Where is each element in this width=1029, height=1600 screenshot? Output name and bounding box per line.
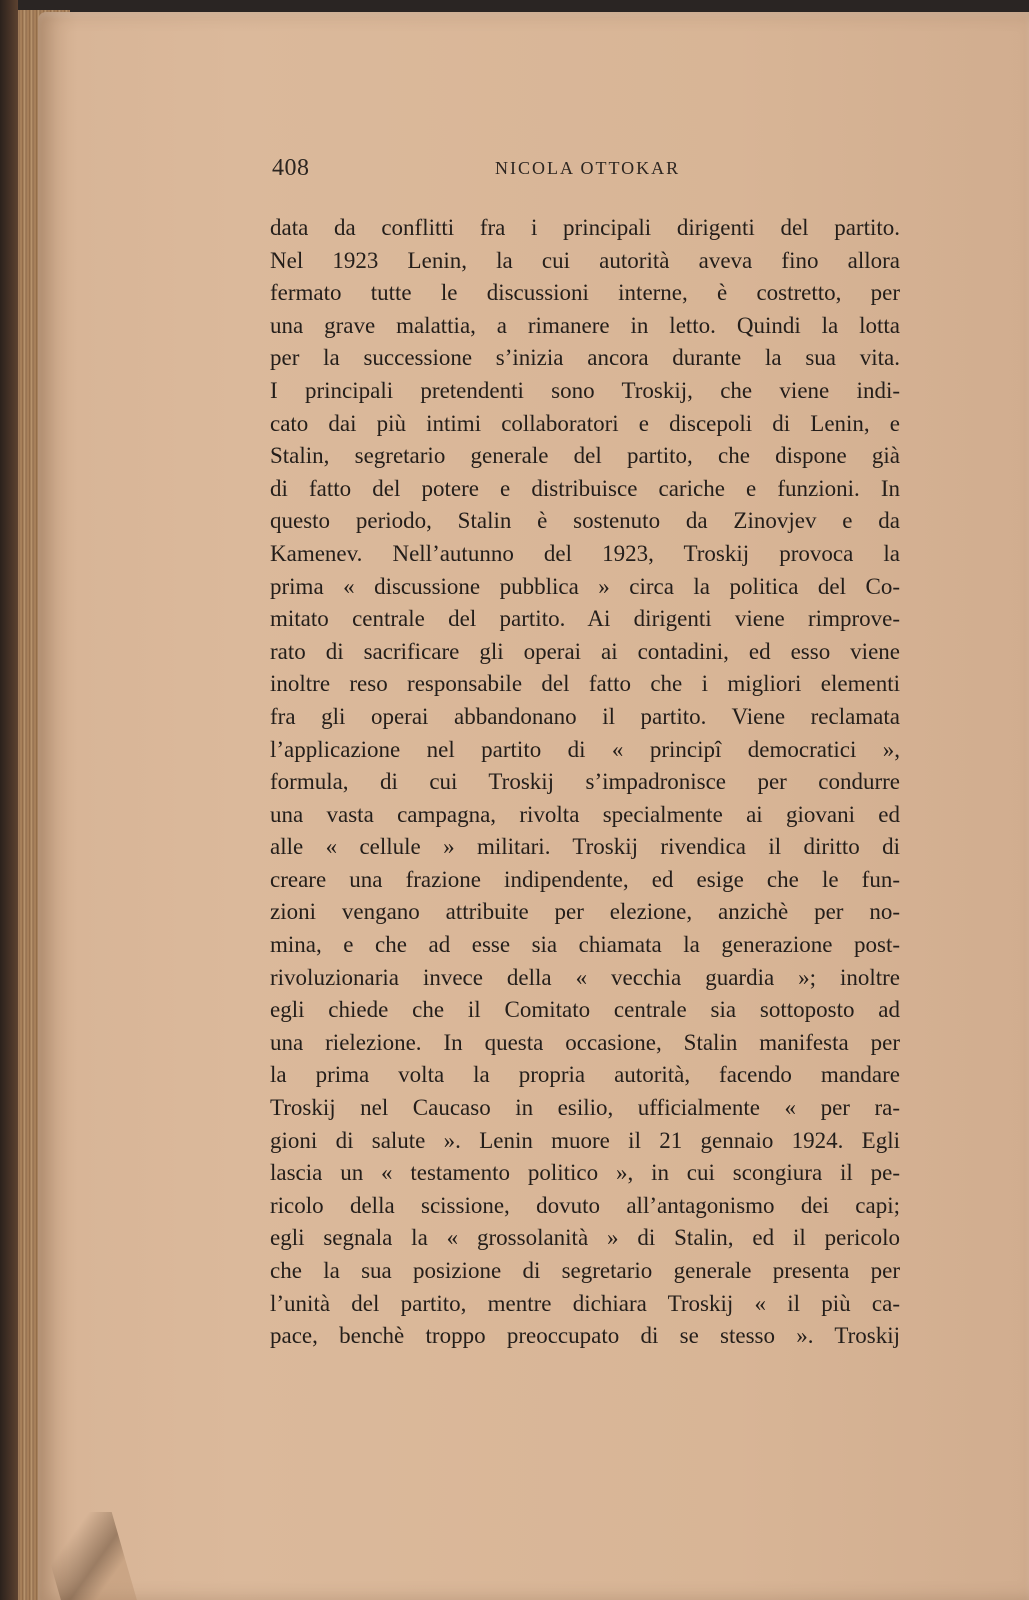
text-line: una vasta campagna, rivolta specialmente ai giovani ed xyxy=(270,801,900,827)
text-line: Stalin, segretario generale del partito, che dispone già xyxy=(270,443,900,469)
text-line: gioni di salute ». Lenin muore il 21 gennaio 1924. Egli xyxy=(270,1127,900,1153)
text-line: inoltre reso responsabile del fatto che i migliori elementi xyxy=(270,671,900,697)
text-line: fra gli operai abbandonano il partito. Viene reclamata xyxy=(270,703,900,729)
body-text xyxy=(270,212,900,1353)
page-corner-fold xyxy=(36,1512,141,1600)
text-line: creare una frazione indipendente, ed esige che le fun- xyxy=(270,866,900,892)
text-line: data da conflitti fra i principali dirigenti del partito. xyxy=(270,215,900,240)
text-line: prima « discussione pubblica » circa la politica del Co- xyxy=(270,573,900,599)
text-line: mina, e che ad esse sia chiamata la generazione post- xyxy=(270,932,900,958)
text-line: alle « cellule » militari. Troskij rivendica il diritto di xyxy=(270,834,900,860)
text-line: per la successione s’inizia ancora durante la sua vita. xyxy=(270,345,900,371)
text-line: rivoluzionaria invece della « vecchia guardia »; inoltre xyxy=(270,964,900,990)
text-line: egli chiede che il Comitato centrale sia sottoposto ad xyxy=(270,997,900,1023)
text-line: zioni vengano attribuite per elezione, anzichè per no- xyxy=(270,899,900,925)
text-line: formula, di cui Troskij s’impadronisce per condurre xyxy=(270,769,900,795)
page-header xyxy=(272,155,892,189)
text-line: ricolo della scissione, dovuto all’antagonismo dei capi; xyxy=(270,1192,900,1218)
text-line: una rielezione. In questa occasione, Stalin manifesta per xyxy=(270,1029,900,1055)
text-line: I principali pretendenti sono Troskij, che viene indi- xyxy=(270,377,900,403)
text-line: questo periodo, Stalin è sostenuto da Zinovjev e da xyxy=(270,508,900,534)
page-number: 408 xyxy=(272,155,310,181)
text-line: rato di sacrificare gli operai ai contadini, ed esso viene xyxy=(270,638,900,664)
text-line: fermato tutte le discussioni interne, è costretto, per xyxy=(270,280,900,306)
text-line: Kamenev. Nell’autunno del 1923, Troskij provoca la xyxy=(270,540,900,566)
text-line: Troskij nel Caucaso in esilio, ufficialmente « per ra- xyxy=(270,1095,900,1121)
text-line: la prima volta la propria autorità, facendo mandare xyxy=(270,1062,900,1088)
text-line: Nel 1923 Lenin, la cui autorità aveva fino allora xyxy=(270,247,900,273)
text-line: che la sua posizione di segretario generale presenta per xyxy=(270,1258,900,1283)
book-spine-shadow xyxy=(0,0,18,1600)
text-line: egli segnala la « grossolanità » di Stalin, ed il pericolo xyxy=(270,1225,900,1251)
text-line: cato dai più intimi collaboratori e discepoli di Lenin, e xyxy=(270,410,900,436)
text-line: di fatto del potere e distribuisce cariche e funzioni. In xyxy=(270,475,900,501)
text-line: pace, benchè troppo preoccupato di se stesso ». Troskij xyxy=(270,1323,900,1349)
text-line: lascia un « testamento politico », in cui scongiura il pe- xyxy=(270,1160,900,1186)
text-line: una grave malattia, a rimanere in letto. Quindi la lotta xyxy=(270,312,900,338)
text-line: l’unità del partito, mentre dichiara Troskij « il più ca- xyxy=(270,1290,900,1316)
running-head: NICOLA OTTOKAR xyxy=(495,158,681,178)
text-line: mitato centrale del partito. Ai dirigenti viene rimprove- xyxy=(270,606,900,632)
text-line: l’applicazione nel partito di « principî democratici », xyxy=(270,736,900,762)
